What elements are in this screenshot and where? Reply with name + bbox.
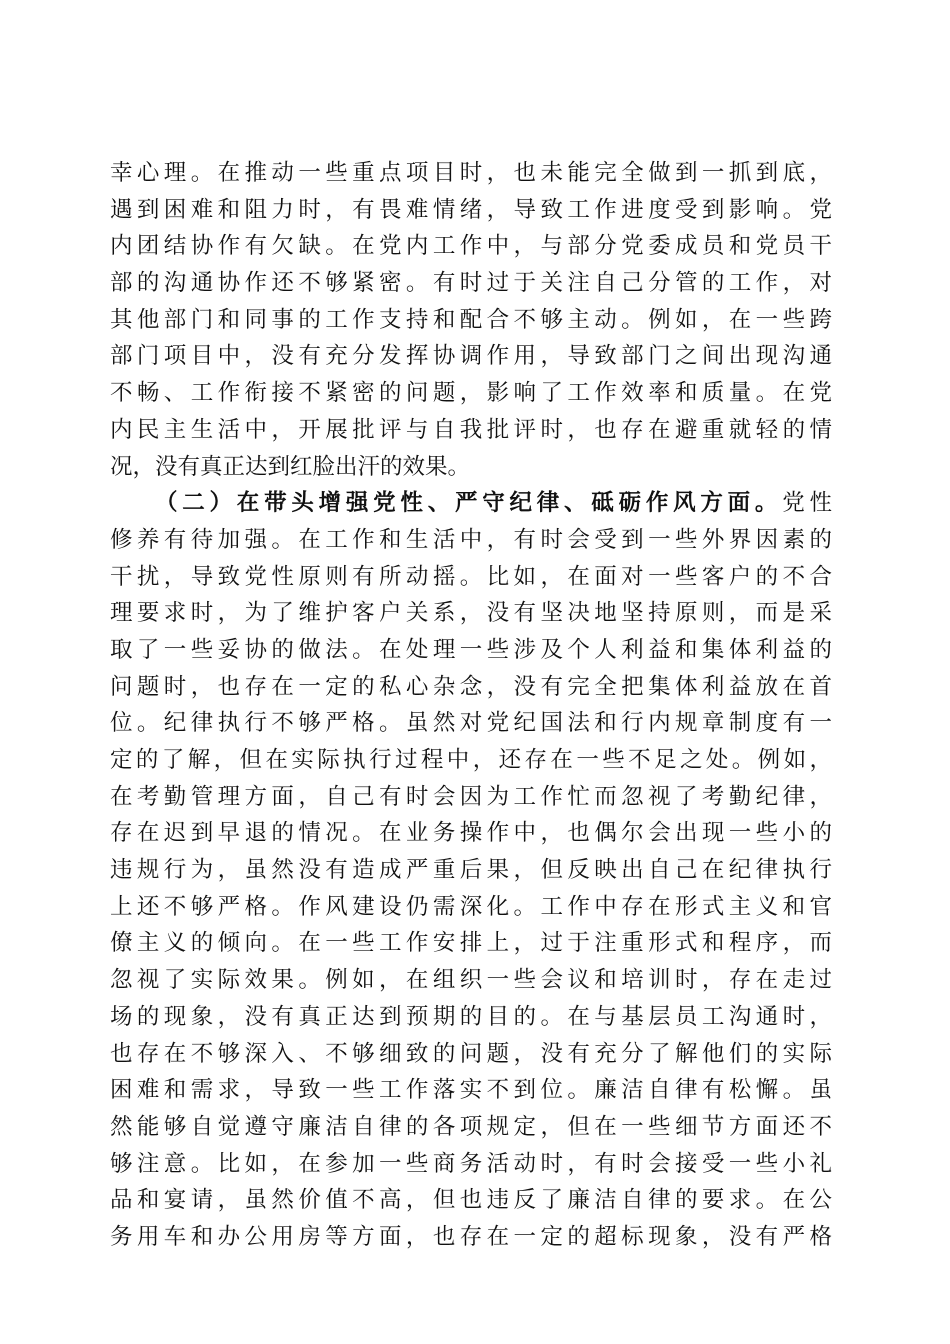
text-line: 在考勤管理方面，自己有时会因为工作忙而忽视了考勤纪律， (110, 783, 832, 810)
section-heading-rest: 党性 (782, 490, 832, 517)
text-line: 困难和需求，导致一些工作落实不到位。廉洁自律有松懈。虽 (110, 1077, 832, 1104)
body-text (110, 155, 832, 1256)
text-line: 修养有待加强。在工作和生活中，有时会受到一些外界因素的 (110, 526, 832, 553)
text-line: 僚主义的倾向。在一些工作安排上，过于注重形式和程序，而 (110, 930, 832, 957)
text-line: 场的现象，没有真正达到预期的目的。在与基层员工沟通时， (110, 1003, 832, 1030)
text-line: 内团结协作有欠缺。在党内工作中，与部分党委成员和党员干 (110, 233, 832, 260)
text-line: 够注意。比如，在参加一些商务活动时，有时会接受一些小礼 (110, 1150, 832, 1177)
text-line: 干扰，导致党性原则有所动摇。比如，在面对一些客户的不合 (110, 563, 832, 590)
section-heading: （二）在带头增强党性、严守纪律、砥砺作风方面。 (155, 490, 783, 517)
text-line: 遇到困难和阻力时，有畏难情绪，导致工作进度受到影响。党 (110, 196, 832, 223)
text-line: 问题时，也存在一定的私心杂念，没有完全把集体利益放在首 (110, 673, 832, 700)
text-line: 况，没有真正达到红脸出汗的效果。 (110, 453, 471, 480)
text-line: 忽视了实际效果。例如，在组织一些会议和培训时，存在走过 (110, 967, 832, 994)
text-line: 其他部门和同事的工作支持和配合不够主动。例如，在一些跨 (110, 306, 832, 333)
text-line: 理要求时，为了维护客户关系，没有坚决地坚持原则，而是采 (110, 600, 832, 627)
text-line: 内民主生活中，开展批评与自我批评时，也存在避重就轻的情 (110, 416, 832, 443)
text-line: 幸心理。在推动一些重点项目时，也未能完全做到一抓到底， (110, 160, 832, 186)
text-line: 违规行为，虽然没有造成严重后果，但反映出自己在纪律执行 (110, 857, 832, 884)
text-line: 存在迟到早退的情况。在业务操作中，也偶尔会出现一些小的 (110, 820, 832, 847)
text-line: 位。纪律执行不够严格。虽然对党纪国法和行内规章制度有一 (110, 710, 832, 737)
text-line: 部门项目中，没有充分发挥协调作用，导致部门之间出现沟通 (110, 343, 832, 370)
section-heading-line (110, 485, 832, 522)
text-line: 定的了解，但在实际执行过程中，还存在一些不足之处。例如， (110, 747, 832, 773)
text-line: 取了一些妥协的做法。在处理一些涉及个人利益和集体利益的 (110, 636, 832, 663)
text-line: 务用车和办公用房等方面，也存在一定的超标现象，没有严格 (110, 1223, 832, 1250)
text-line: 也存在不够深入、不够细致的问题，没有充分了解他们的实际 (110, 1040, 832, 1067)
text-line: 品和宴请，虽然价值不高，但也违反了廉洁自律的要求。在公 (110, 1187, 832, 1214)
text-line: 不畅、工作衔接不紧密的问题，影响了工作效率和质量。在党 (110, 380, 832, 407)
text-line: 然能够自觉遵守廉洁自律的各项规定，但在一些细节方面还不 (110, 1113, 832, 1140)
text-line: 部的沟通协作还不够紧密。有时过于关注自己分管的工作，对 (110, 270, 832, 297)
text-line: 上还不够严格。作风建设仍需深化。工作中存在形式主义和官 (110, 893, 832, 920)
